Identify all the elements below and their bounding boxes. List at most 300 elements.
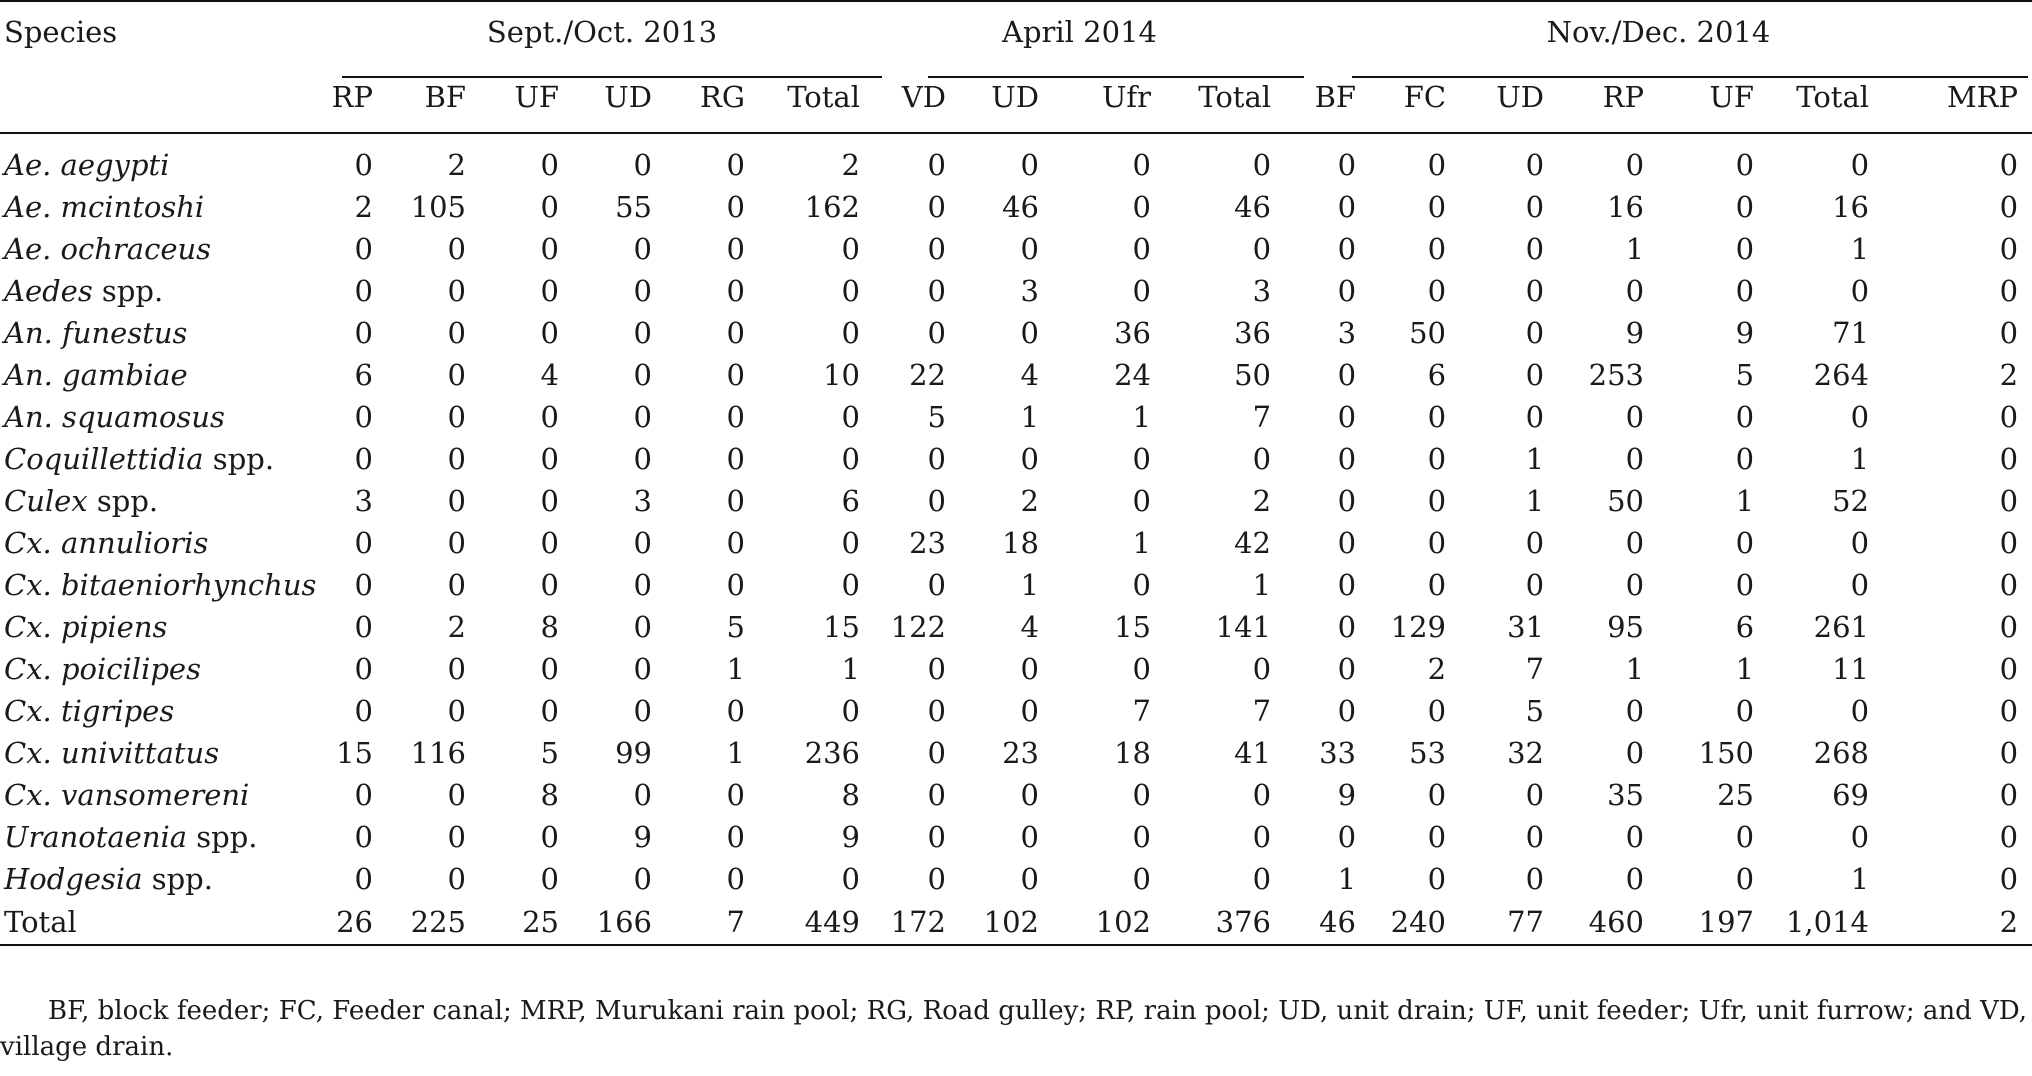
- count-cell: 0: [1337, 484, 1357, 518]
- count-cell: 0: [1427, 820, 1447, 854]
- species-name-italic: An. gambiae: [4, 358, 188, 392]
- count-cell: 15: [336, 736, 373, 770]
- count-cell: 0: [1427, 484, 1447, 518]
- count-cell: 16: [1832, 190, 1870, 224]
- group-rule-nov-dec-2014: [1352, 76, 2028, 78]
- count-cell: 0: [1735, 274, 1755, 308]
- count-cell: 122: [890, 610, 946, 644]
- count-cell: 0: [927, 442, 946, 476]
- count-cell: 9: [841, 820, 860, 854]
- count-cell: 0: [1850, 148, 1870, 182]
- count-cell: 0: [540, 148, 559, 182]
- count-cell: 261: [1813, 610, 1870, 644]
- count-cell: 0: [1337, 442, 1357, 476]
- count-cell: 0: [1525, 778, 1545, 812]
- count-cell: 0: [1525, 232, 1545, 266]
- count-cell: 0: [726, 400, 745, 434]
- count-cell: 0: [1337, 274, 1357, 308]
- total-cell: 102: [1053, 900, 1165, 945]
- count-cell: 0: [1337, 820, 1357, 854]
- count-cell: 0: [1999, 400, 2019, 434]
- count-cell: 0: [1625, 694, 1645, 728]
- footnote-line-2: village drain.: [0, 1032, 174, 1062]
- count-cell: 0: [927, 568, 946, 602]
- count-cell: 1: [1132, 400, 1151, 434]
- count-cell: 2: [447, 610, 466, 644]
- count-cell: 0: [1999, 484, 2019, 518]
- count-cell: 150: [1698, 736, 1755, 770]
- count-cell: 0: [633, 778, 652, 812]
- count-cell: 0: [1525, 862, 1545, 896]
- count-cell: 15: [1114, 610, 1151, 644]
- group-header-april-2014: April 2014: [874, 1, 1285, 62]
- count-cell: 1: [726, 736, 745, 770]
- count-cell: 50: [1607, 484, 1645, 518]
- total-cell: 166: [573, 900, 666, 945]
- total-cell: 449: [759, 900, 874, 945]
- count-cell: 0: [633, 862, 652, 896]
- count-cell: 0: [1525, 400, 1545, 434]
- count-cell: 0: [1337, 232, 1357, 266]
- count-cell: 0: [354, 862, 373, 896]
- count-cell: 9: [1735, 316, 1755, 350]
- count-cell: 0: [1625, 736, 1645, 770]
- count-cell: 0: [927, 862, 946, 896]
- count-cell: 52: [1832, 484, 1870, 518]
- table-row: [0, 606, 2032, 648]
- group-header-nov-dec-2014: Nov./Dec. 2014: [1285, 1, 2032, 62]
- count-cell: 0: [1999, 736, 2019, 770]
- count-cell: 0: [1999, 148, 2019, 182]
- count-cell: 0: [1625, 148, 1645, 182]
- count-cell: 0: [841, 274, 860, 308]
- count-cell: 1: [841, 652, 860, 686]
- species-cell: [0, 396, 330, 438]
- count-cell: 36: [1114, 316, 1151, 350]
- count-cell: 0: [1337, 610, 1357, 644]
- count-cell: 0: [354, 400, 373, 434]
- count-cell: 0: [1020, 694, 1039, 728]
- count-cell: 0: [540, 652, 559, 686]
- count-cell: 0: [447, 820, 466, 854]
- count-cell: 0: [1252, 652, 1272, 686]
- count-cell: 0: [1850, 526, 1870, 560]
- count-cell: 31: [1507, 610, 1545, 644]
- count-cell: 25: [1717, 778, 1755, 812]
- column-header: UF: [1658, 62, 1768, 133]
- table-row: [0, 480, 2032, 522]
- count-cell: 0: [354, 442, 373, 476]
- species-cell: [0, 774, 330, 816]
- count-cell: 5: [726, 610, 745, 644]
- count-cell: 0: [447, 694, 466, 728]
- count-cell: 0: [540, 568, 559, 602]
- total-cell: 197: [1658, 900, 1768, 945]
- count-cell: 0: [447, 526, 466, 560]
- count-cell: 0: [1735, 568, 1755, 602]
- count-cell: 0: [633, 316, 652, 350]
- count-cell: 0: [1337, 358, 1357, 392]
- total-cell: 460: [1558, 900, 1658, 945]
- species-name-italic: An. squamosus: [4, 400, 225, 434]
- species-name-italic: Coquillettidia: [4, 442, 204, 476]
- species-cell: [0, 858, 330, 900]
- species-name-suffix: spp.: [87, 484, 159, 518]
- species-name-suffix: spp.: [203, 442, 275, 476]
- count-cell: 0: [1625, 274, 1645, 308]
- count-cell: 0: [447, 484, 466, 518]
- species-header: Species: [0, 1, 330, 62]
- count-cell: 11: [1832, 652, 1870, 686]
- count-cell: 0: [1525, 568, 1545, 602]
- count-cell: 0: [927, 820, 946, 854]
- count-cell: 0: [1735, 862, 1755, 896]
- total-cell: 1,014: [1768, 900, 1883, 945]
- count-cell: 0: [540, 862, 559, 896]
- species-name-italic: Ae. mcintoshi: [4, 190, 205, 224]
- count-cell: 0: [1427, 232, 1447, 266]
- count-cell: 236: [804, 736, 860, 770]
- count-cell: 0: [354, 568, 373, 602]
- table-row: [0, 228, 2032, 270]
- count-cell: 8: [540, 610, 559, 644]
- count-cell: 0: [540, 484, 559, 518]
- count-cell: 1: [1252, 568, 1272, 602]
- species-name-italic: Cx. univittatus: [4, 736, 220, 770]
- table-row: [0, 186, 2032, 228]
- count-cell: 0: [1427, 442, 1447, 476]
- count-cell: 0: [1132, 148, 1151, 182]
- group-header-sept-oct-2013: Sept./Oct. 2013: [330, 1, 874, 62]
- count-cell: 0: [447, 232, 466, 266]
- count-cell: 0: [1252, 862, 1272, 896]
- count-cell: 0: [1337, 568, 1357, 602]
- count-cell: 1: [1850, 862, 1870, 896]
- count-cell: 2: [354, 190, 373, 224]
- count-cell: 0: [1020, 148, 1039, 182]
- count-cell: 1: [1735, 484, 1755, 518]
- count-cell: 0: [1999, 190, 2019, 224]
- count-cell: 0: [540, 190, 559, 224]
- count-cell: 0: [1999, 526, 2019, 560]
- count-cell: 0: [1525, 820, 1545, 854]
- column-header: MRP: [1883, 62, 2032, 133]
- table-row: [0, 690, 2032, 732]
- species-cell: [0, 732, 330, 774]
- table-row: [0, 396, 2032, 438]
- count-cell: 0: [633, 694, 652, 728]
- count-cell: 18: [1114, 736, 1151, 770]
- count-cell: 95: [1607, 610, 1645, 644]
- count-cell: 0: [927, 190, 946, 224]
- count-cell: 0: [726, 148, 745, 182]
- count-cell: 0: [927, 736, 946, 770]
- count-cell: 99: [615, 736, 652, 770]
- count-cell: 6: [841, 484, 860, 518]
- count-cell: 0: [927, 652, 946, 686]
- count-cell: 0: [540, 820, 559, 854]
- count-cell: 6: [1427, 358, 1447, 392]
- count-cell: 0: [1020, 232, 1039, 266]
- count-cell: 0: [1337, 526, 1357, 560]
- count-cell: 0: [1999, 862, 2019, 896]
- count-cell: 0: [1132, 484, 1151, 518]
- species-column-spacer: [0, 62, 330, 133]
- count-cell: 4: [540, 358, 559, 392]
- count-cell: 0: [1999, 442, 2019, 476]
- count-cell: 0: [1525, 526, 1545, 560]
- count-cell: 0: [354, 274, 373, 308]
- count-cell: 162: [804, 190, 860, 224]
- count-cell: 0: [1850, 568, 1870, 602]
- species-cell: [0, 438, 330, 480]
- count-cell: 268: [1813, 736, 1870, 770]
- count-cell: 0: [354, 652, 373, 686]
- species-name-suffix: spp.: [142, 862, 213, 896]
- total-cell: 25: [480, 900, 573, 945]
- species-cell: [0, 606, 330, 648]
- count-cell: 0: [1020, 820, 1039, 854]
- species-cell: [0, 648, 330, 690]
- count-cell: 5: [927, 400, 946, 434]
- table-body: [0, 133, 2032, 945]
- count-cell: 0: [1850, 820, 1870, 854]
- count-cell: 7: [1525, 652, 1545, 686]
- species-cell: [0, 133, 330, 186]
- count-cell: 0: [1132, 190, 1151, 224]
- count-cell: 0: [1132, 820, 1151, 854]
- count-cell: 0: [1735, 148, 1755, 182]
- count-cell: 0: [726, 568, 745, 602]
- total-cell: 2: [1883, 900, 2032, 945]
- count-cell: 9: [1625, 316, 1645, 350]
- table-row: [0, 312, 2032, 354]
- total-row: [0, 900, 2032, 945]
- species-name-italic: Culex: [4, 484, 88, 518]
- count-cell: 32: [1507, 736, 1545, 770]
- count-cell: 0: [354, 778, 373, 812]
- count-cell: 0: [1337, 190, 1357, 224]
- count-cell: 5: [540, 736, 559, 770]
- count-cell: 0: [447, 778, 466, 812]
- count-cell: 0: [1427, 568, 1447, 602]
- count-cell: 0: [1252, 820, 1272, 854]
- count-cell: 0: [540, 400, 559, 434]
- count-cell: 0: [1525, 190, 1545, 224]
- count-cell: 0: [726, 820, 745, 854]
- column-header: FC: [1370, 62, 1460, 133]
- count-cell: 0: [354, 694, 373, 728]
- count-cell: 0: [354, 610, 373, 644]
- count-cell: 0: [1427, 274, 1447, 308]
- species-cell: [0, 270, 330, 312]
- count-cell: 4: [1020, 610, 1039, 644]
- count-cell: 0: [1999, 316, 2019, 350]
- count-cell: 0: [1337, 694, 1357, 728]
- count-cell: 0: [447, 862, 466, 896]
- count-cell: 7: [1252, 694, 1272, 728]
- count-cell: 1: [1625, 232, 1645, 266]
- count-cell: 0: [726, 862, 745, 896]
- count-cell: 0: [1735, 190, 1755, 224]
- count-cell: 0: [726, 190, 745, 224]
- count-cell: 0: [1735, 232, 1755, 266]
- count-cell: 0: [447, 442, 466, 476]
- count-cell: 0: [1132, 274, 1151, 308]
- column-header: Ufr: [1053, 62, 1165, 133]
- count-cell: 3: [1252, 274, 1272, 308]
- species-cell: [0, 228, 330, 270]
- column-header: UF: [480, 62, 573, 133]
- count-cell: 2: [447, 148, 466, 182]
- group-header-row: [0, 1, 2032, 62]
- count-cell: 2: [1999, 358, 2019, 392]
- count-cell: 0: [633, 274, 652, 308]
- total-cell: 77: [1460, 900, 1558, 945]
- count-cell: 0: [1525, 274, 1545, 308]
- count-cell: 264: [1813, 358, 1870, 392]
- count-cell: 1: [1625, 652, 1645, 686]
- species-cell: [0, 480, 330, 522]
- species-name-italic: Hodgesia: [4, 862, 143, 896]
- count-cell: 0: [540, 274, 559, 308]
- count-cell: 0: [633, 148, 652, 182]
- count-cell: 2: [1020, 484, 1039, 518]
- species-name-suffix: spp.: [92, 274, 164, 308]
- count-cell: 9: [633, 820, 652, 854]
- total-label: Total: [0, 900, 330, 945]
- count-cell: 0: [1625, 400, 1645, 434]
- column-header-row: [0, 62, 2032, 133]
- count-cell: 0: [841, 400, 860, 434]
- group-rule-sept-oct-2013: [342, 76, 882, 78]
- count-cell: 1: [1020, 568, 1039, 602]
- species-name-italic: Ae. aegypti: [4, 148, 170, 182]
- count-cell: 0: [1132, 652, 1151, 686]
- count-cell: 0: [540, 442, 559, 476]
- count-cell: 1: [1525, 442, 1545, 476]
- table-row: [0, 438, 2032, 480]
- count-cell: 0: [354, 316, 373, 350]
- count-cell: 7: [1252, 400, 1272, 434]
- count-cell: 0: [927, 778, 946, 812]
- table-row: [0, 522, 2032, 564]
- table-row: [0, 270, 2032, 312]
- count-cell: 0: [1735, 526, 1755, 560]
- table-row: [0, 858, 2032, 900]
- count-cell: 0: [726, 316, 745, 350]
- footnote-line-1: BF, block feeder; FC, Feeder canal; MRP, Murukani rain pool; RG, Road gulley; RP, rain pool; UD, unit drain; UF, unit feeder; Ufr, unit furrow; and VD,: [48, 996, 2027, 1026]
- count-cell: 35: [1607, 778, 1645, 812]
- count-cell: 0: [540, 316, 559, 350]
- count-cell: 0: [633, 610, 652, 644]
- species-name-italic: Uranotaenia: [4, 820, 188, 854]
- column-header: Total: [759, 62, 874, 133]
- count-cell: 15: [823, 610, 860, 644]
- count-cell: 0: [1337, 400, 1357, 434]
- count-cell: 5: [1525, 694, 1545, 728]
- total-cell: 240: [1370, 900, 1460, 945]
- footnote: [0, 993, 2028, 1065]
- count-cell: 0: [1020, 316, 1039, 350]
- count-cell: 0: [633, 526, 652, 560]
- column-header: Total: [1768, 62, 1883, 133]
- count-cell: 0: [1850, 274, 1870, 308]
- count-cell: 1: [1850, 232, 1870, 266]
- total-cell: 7: [666, 900, 759, 945]
- count-cell: 0: [447, 568, 466, 602]
- count-cell: 0: [1427, 400, 1447, 434]
- count-cell: 0: [1252, 232, 1272, 266]
- count-cell: 0: [1132, 862, 1151, 896]
- species-name-italic: Cx. bitaeniorhynchus: [4, 568, 317, 602]
- total-cell: 225: [387, 900, 480, 945]
- table-row: [0, 816, 2032, 858]
- count-cell: 0: [354, 526, 373, 560]
- count-cell: 105: [410, 190, 466, 224]
- table-row: [0, 564, 2032, 606]
- count-cell: 24: [1114, 358, 1151, 392]
- count-cell: 1: [1132, 526, 1151, 560]
- count-cell: 0: [726, 694, 745, 728]
- species-name-suffix: spp.: [187, 820, 258, 854]
- total-cell: 102: [960, 900, 1053, 945]
- count-cell: 0: [354, 232, 373, 266]
- count-cell: 2: [841, 148, 860, 182]
- count-cell: 23: [909, 526, 946, 560]
- species-name-italic: Cx. tigripes: [4, 694, 175, 728]
- column-header: UD: [1460, 62, 1558, 133]
- total-cell: 46: [1285, 900, 1370, 945]
- count-cell: 0: [1427, 862, 1447, 896]
- column-header: UD: [960, 62, 1053, 133]
- count-cell: 0: [927, 316, 946, 350]
- count-cell: 0: [447, 400, 466, 434]
- count-cell: 0: [1337, 148, 1357, 182]
- count-cell: 0: [841, 232, 860, 266]
- count-cell: 2: [1427, 652, 1447, 686]
- column-header: RG: [666, 62, 759, 133]
- count-cell: 0: [1999, 694, 2019, 728]
- count-cell: 0: [1252, 148, 1272, 182]
- count-cell: 0: [447, 652, 466, 686]
- species-name-italic: Cx. poicilipes: [4, 652, 201, 686]
- count-cell: 0: [726, 232, 745, 266]
- column-header: UD: [573, 62, 666, 133]
- count-cell: 0: [841, 316, 860, 350]
- count-cell: 33: [1319, 736, 1357, 770]
- count-cell: 0: [1525, 358, 1545, 392]
- count-cell: 0: [1020, 652, 1039, 686]
- count-cell: 0: [354, 820, 373, 854]
- count-cell: 0: [1020, 778, 1039, 812]
- count-cell: 0: [1427, 694, 1447, 728]
- count-cell: 1: [1735, 652, 1755, 686]
- species-cell: [0, 816, 330, 858]
- count-cell: 0: [354, 148, 373, 182]
- count-cell: 0: [1999, 274, 2019, 308]
- count-cell: 8: [540, 778, 559, 812]
- count-cell: 36: [1234, 316, 1272, 350]
- count-cell: 46: [1234, 190, 1272, 224]
- count-cell: 0: [726, 442, 745, 476]
- count-cell: 0: [1999, 820, 2019, 854]
- species-name-italic: Ae. ochraceus: [4, 232, 212, 266]
- count-cell: 0: [1427, 526, 1447, 560]
- count-cell: 0: [1132, 778, 1151, 812]
- species-cell: [0, 690, 330, 732]
- count-cell: 0: [540, 526, 559, 560]
